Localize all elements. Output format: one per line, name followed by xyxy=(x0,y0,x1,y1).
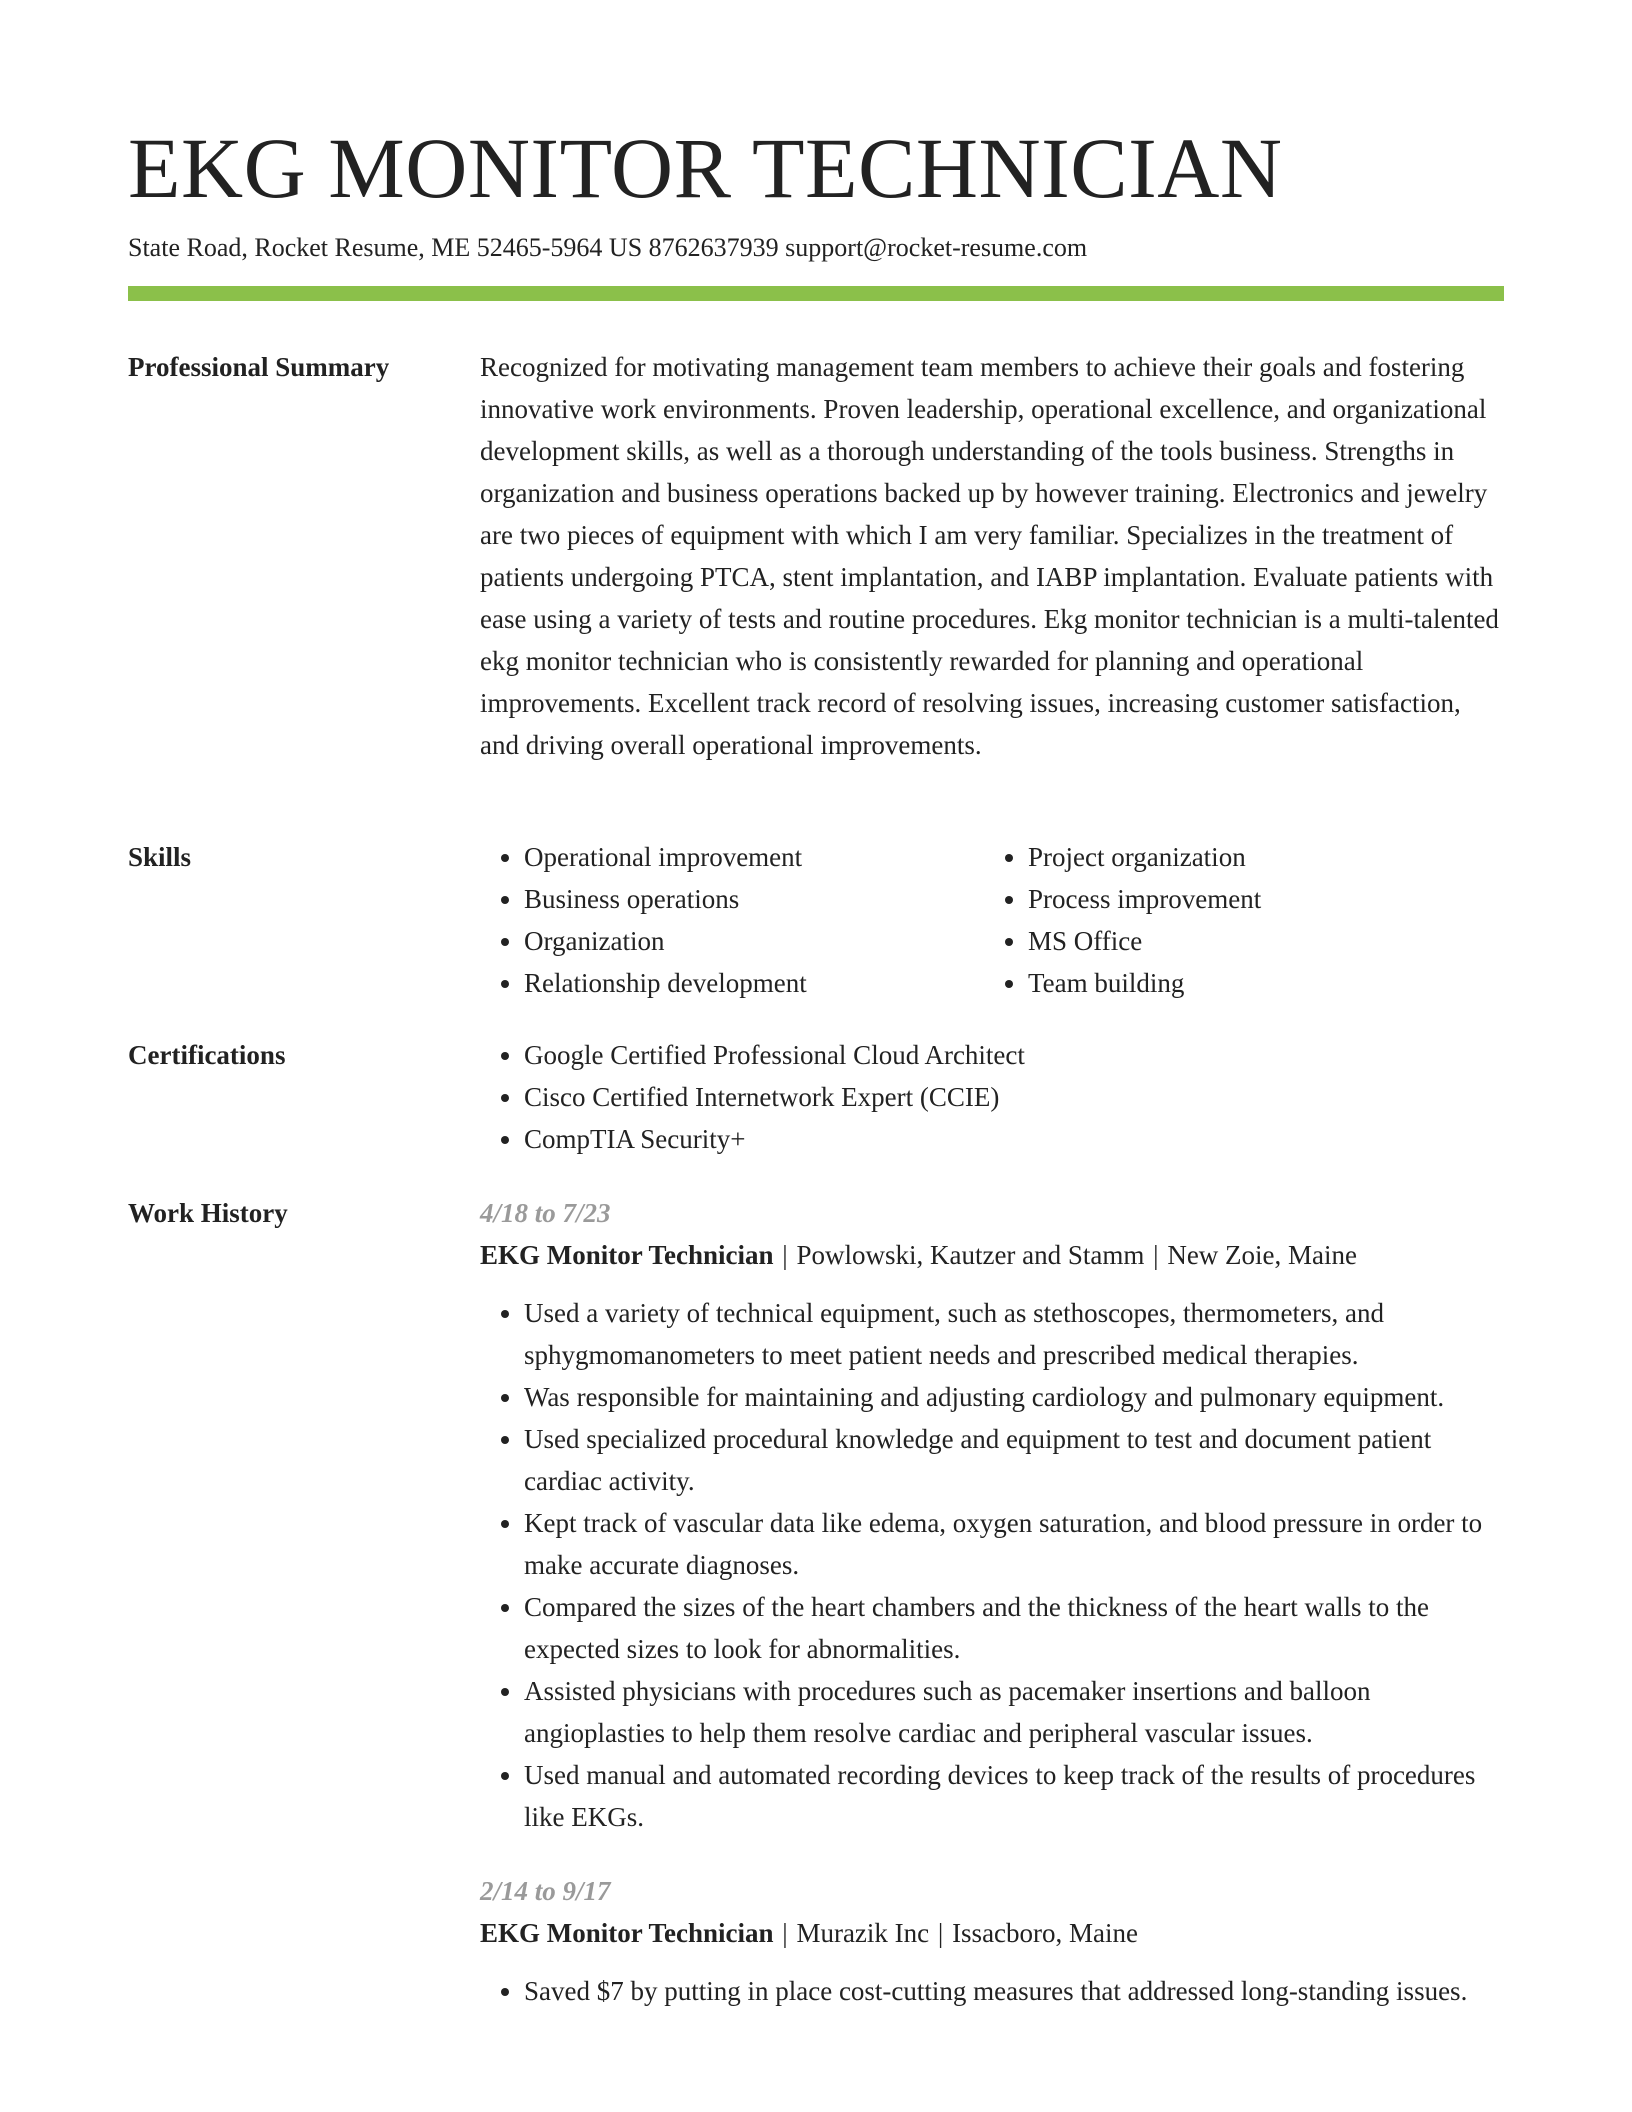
job-duty: • Kept track of vascular data like edema, oxygen saturation, and blood pressure in order to make accurate diagnoses. xyxy=(524,1502,1504,1586)
skill-item: • Organization xyxy=(524,920,984,962)
job-duties-list xyxy=(480,1970,1504,2012)
skills-heading: Skills xyxy=(128,842,192,872)
summary-text: Recognized for motivating management team members to achieve their goals and fostering innovative work environments. Proven leadership, operational excellence, and organizational development skills, as well as a thorough understanding of the tools business. Strengths in organization and business operations backed up by however training. Electronics and jewelry are two pieces of equipment with which I am very familiar. Specializes in the treatment of patients undergoing PTCA, stent implantation, and IABP implantation. Evaluate patients with ease using a variety of tests and routine procedures. Ekg monitor technician is a multi-talented ekg monitor technician who is consistently rewarded for planning and operational improvements. Excellent track record of resolving issues, increasing customer satisfaction, and driving overall operational improvements. xyxy=(480,352,1499,760)
job-duty: • Was responsible for maintaining and adjusting cardiology and pulmonary equipment. xyxy=(524,1376,1504,1418)
job-duty: • Compared the sizes of the heart chambers and the thickness of the heart walls to the expected sizes to look for abnormalities. xyxy=(524,1586,1504,1670)
skill-item: • Team building xyxy=(1028,962,1488,1004)
job-duty: • Used a variety of technical equipment, such as stethoscopes, thermometers, and sphygmomanometers to meet patient needs and prescribed medical therapies. xyxy=(524,1292,1504,1376)
job-separator: | xyxy=(782,1918,788,1948)
work-history-body xyxy=(480,1192,1504,2044)
contact-info: State Road, Rocket Resume, ME 52465-5964 US 8762637939 support@rocket-resume.com xyxy=(128,233,1088,262)
job-dates: 4/18 to 7/23 xyxy=(480,1198,611,1228)
job-entry xyxy=(480,1870,1504,2012)
skills-body xyxy=(480,836,1504,1004)
job-duties-list xyxy=(480,1292,1504,1838)
job-header xyxy=(480,1912,1504,1954)
job-title: EKG Monitor Technician xyxy=(480,1240,774,1270)
certifications-heading: Certifications xyxy=(128,1040,286,1070)
job-dates: 2/14 to 9/17 xyxy=(480,1876,611,1906)
candidate-name: EKG MONITOR TECHNICIAN xyxy=(128,120,1283,216)
certifications-body xyxy=(480,1034,1504,1160)
summary-heading: Professional Summary xyxy=(128,352,390,382)
job-location: New Zoie, Maine xyxy=(1167,1240,1358,1270)
job-separator: | xyxy=(937,1918,944,1948)
certification-item: • Cisco Certified Internetwork Expert (CCIE) xyxy=(524,1076,1504,1118)
job-entry xyxy=(480,1192,1504,1838)
certification-item: • Google Certified Professional Cloud Architect xyxy=(524,1034,1504,1076)
job-location: Issacboro, Maine xyxy=(952,1918,1139,1948)
skill-item: • Project organization xyxy=(1028,836,1488,878)
work-history-heading: Work History xyxy=(128,1198,288,1228)
skill-item: • MS Office xyxy=(1028,920,1488,962)
job-duty: • Assisted physicians with procedures such as pacemaker insertions and balloon angioplasties to help them resolve cardiac and peripheral vascular issues. xyxy=(524,1670,1504,1754)
job-title: EKG Monitor Technician xyxy=(480,1918,774,1948)
skill-item: • Business operations xyxy=(524,878,984,920)
summary-body xyxy=(480,346,1504,766)
job-separator: | xyxy=(1153,1240,1159,1270)
header-divider xyxy=(128,286,1504,301)
skill-item: • Operational improvement xyxy=(524,836,984,878)
skill-item: • Process improvement xyxy=(1028,878,1488,920)
job-separator: | xyxy=(782,1240,788,1270)
job-duty: • Saved $7 by putting in place cost-cutting measures that addressed long-standing issues. xyxy=(524,1970,1504,2012)
skills-list-right xyxy=(984,836,1488,1004)
skill-item: • Relationship development xyxy=(524,962,984,1004)
job-company: Powlowski, Kautzer and Stamm xyxy=(796,1240,1145,1270)
skills-list-left xyxy=(480,836,984,1004)
job-company: Murazik Inc xyxy=(796,1918,930,1948)
job-duty: • Used manual and automated recording devices to keep track of the results of procedures like EKGs. xyxy=(524,1754,1504,1838)
certifications-list xyxy=(480,1034,1504,1160)
job-duty: • Used specialized procedural knowledge and equipment to test and document patient cardiac activity. xyxy=(524,1418,1504,1502)
certification-item: • CompTIA Security+ xyxy=(524,1118,1504,1160)
job-header xyxy=(480,1234,1504,1276)
